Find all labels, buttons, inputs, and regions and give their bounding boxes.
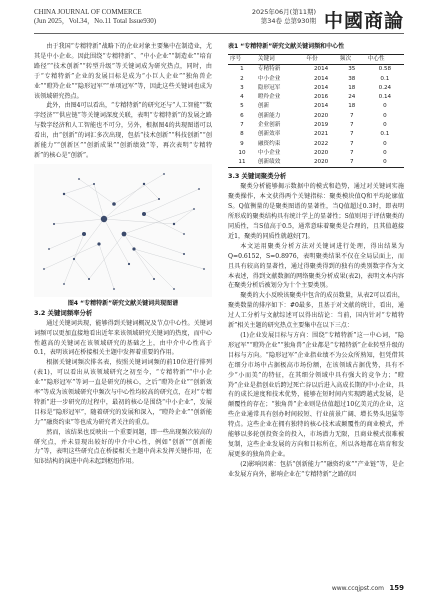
cell: 7 [338, 158, 366, 168]
table-row [228, 112, 404, 121]
cell: 0.1 [380, 75, 390, 82]
cell: 2016 [313, 94, 329, 101]
cell: 6 [240, 112, 244, 119]
cell: 1 [240, 66, 244, 73]
cell: 2014 [313, 66, 329, 73]
cell: 18 [348, 84, 356, 91]
table-row [228, 130, 404, 139]
network-graph [34, 164, 212, 297]
col-header: 序号 [228, 54, 256, 64]
table-header-row [228, 54, 404, 64]
cell: 10 [238, 149, 246, 156]
cell: 创新能力 [257, 112, 281, 119]
header-divider [34, 33, 404, 34]
cell: 7 [350, 131, 354, 138]
table-row [228, 121, 404, 130]
table-row [228, 149, 404, 158]
cell: 0 [383, 112, 387, 119]
body-paragraph: 根据关键词频次排名表，按照关键词词频的前10位进行排列(表1)，可以看出从该领域研究之初至今，“专精特新”“中小企业”“隐形冠军”等词一直是研究的核心，之后“瞪羚企业”“创新效率”等成为该领域研究中频次与中心性均较高的研究点，在对“专精特新”进一步研究的过程中，最初的核心是围绕“中小企业”，发展目标是“隐形冠军”，随着研究的发展和深入，“瞪羚企业”“创新能力”“融资约束”等也成为研究者关注的重点。 [34, 359, 212, 426]
cell: 0 [383, 140, 387, 147]
figure-caption: 图4 “专精特新”研究文献关键词共现图谱 [67, 299, 179, 307]
cell: 0.24 [378, 84, 392, 91]
body-paragraph: 通过关键词共现，能够得到关键词概况及节点中心性。关键词词频可以更加直接地看出近年来该领域研究关键词的热度，而中心性越高的关键词在该领域研究的基础之上，由中介中心性高于0.1，表明该词在桥接相关主题中发挥着重要的作用。 [34, 319, 212, 357]
issue-info-en: (Jun 2025，Vol.34，No.11 Total Issue930) [34, 17, 157, 25]
cell: 0 [366, 158, 404, 168]
cell: 0 [383, 103, 387, 110]
cell: 瞪羚企业 [257, 94, 281, 101]
cell: 2014 [313, 75, 329, 82]
cell: 7 [350, 149, 354, 156]
cell: 35 [348, 66, 356, 73]
body-paragraph: 由于我国“专精特新”战略下的企业对象主要集中在制造业，尤其是中小企业。因此围绕“专精特新”、“中小企业”“制造业”“培育路径”“技术创新”“转型升级”等关键词成为研究热点，同时，由于“专精特新”企业的发展目标是成为“小巨人企业”“独角兽企业”“瞪羚企业”“隐形冠军”“单项冠军”等，因此这些关键词也成为该领域研究热点。 [34, 43, 212, 100]
cell: 8 [240, 131, 244, 138]
col-header: 中心性 [366, 54, 404, 64]
cell: 0 [383, 149, 387, 156]
col-header: 年份 [304, 54, 338, 64]
cell: 5 [240, 103, 244, 110]
right-column [228, 42, 404, 480]
cell: 24 [348, 94, 356, 101]
cell: 2019 [313, 121, 329, 128]
body-paragraph: 本文运用聚类分析方法对关键词进行处理，得出结果为Q=0.6152，S=0.8976，表明聚类结果不仅在全局层面上，而且具有较高的显著性，通过得聚类得到的独有的类别数字作为文本表述，得到文献数据的网络聚类分析成果(表2)，表明文本内容在聚类分析后被划分为十个主要类别。 [228, 242, 404, 290]
cell: 创新绩效 [256, 158, 304, 168]
page-header [34, 6, 404, 36]
body-paragraph: 聚类的大小反映该聚类中包含的成员数量，从表2可以看出，聚类数量的排序如下：#0最多，且基于对文献的统计，看出，通过人工分析与文献综述可以得出结论：当前，国内针对“专精特新”相关主题的研究热点主要集中在以下三点： [228, 292, 404, 330]
issue-volume: 第34卷 总第930期 [260, 17, 316, 25]
table-row [228, 158, 404, 168]
journal-title-en [34, 8, 156, 26]
cell: 2020 [313, 112, 329, 119]
section-heading: 3.2 关键词频率分析 [34, 308, 93, 317]
cell: 3 [240, 84, 244, 91]
cell: 创新效率 [257, 131, 281, 138]
left-column [34, 42, 212, 467]
keyword-network-figure [34, 164, 212, 297]
cell: 2022 [313, 140, 329, 147]
body-paragraph: (1)企业发展目标与方向：围绕“专精特新”这一中心词，“隐形冠军”“瞪羚企业”“独角兽”企业都是“专精特新”企业转型升级的目标与方向。“隐形冠军”企业指业绩不为公众所熟知，但凭借其在细分市场中占据极高市场份额，在该领域占据优势，具有不少“小而美”的特征，在其细分领域中具有强大的竞争力；“瞪羚”企业是指创业后跨过死亡谷以后进入高成长期的中小企业，具有的成长速度和技术优势，能够在短时间内实现跨越式发展，是颠覆性的存在；“独角兽”企业则是估值超过10亿美元的企业，这些企业通常具有创办时间较短、行业前景广阔、增长势头迅猛等特点。这些企业在拥有独特的核心技术或颠覆性的商业模式，并能够以多轮创投资金的投入，市场潜力无限，且商业模式很难被复制，这些企业发展的方向和目标所在，所以各地都在培育和发展更多的独角兽企业。 [228, 331, 404, 458]
body-paragraph: 此外，由图4可以看出，“专精特新”的研究还与“人工智能”“数字经济”“供应链”等关键词深度关联，表明“专精特新”的发展之路与数字经济和人工智能也不可分，另外，根据图4的共现图谱可以看出，由“创新”的词汇多次出现，包括“技术创新”“科技创新”“创新能力”“创新区”“创新成果”“创新绩效”等，再次表明“专精特新”的核心是“创新”。 [34, 102, 212, 159]
col-header: 频次 [338, 54, 366, 64]
table-caption: 表1 “专精特新”研究文献关键词频和中心性 [228, 43, 345, 50]
cell: 2021 [313, 131, 329, 138]
cell: 2014 [313, 103, 329, 110]
cell: 2014 [313, 84, 329, 91]
cell: 0.14 [378, 94, 392, 101]
cell: 7 [240, 121, 244, 128]
table-row [228, 84, 404, 93]
cell: 11 [228, 158, 256, 168]
cell: 专精特新 [257, 66, 281, 73]
cell: 7 [350, 112, 354, 119]
cell: 9 [240, 140, 244, 147]
body-paragraph: 然而，该结果也反映出一个重要问题，即一些出现频次较高的研究点，并未显现出较好的中介中心性，例如“创新”“创新能力”等，表明这些研究点在桥接相关主题中尚未发挥关键作用，在知识结构的演进中尚未起到枢纽作用。 [34, 428, 212, 466]
table-row [228, 140, 404, 149]
journal-name: CHINA JOURNAL OF COMMERCE [34, 8, 142, 16]
cell: 0 [383, 121, 387, 128]
cell: 2020 [313, 149, 329, 156]
body-paragraph: 聚类分析能够揭示数据中的模式和趋势，通过对关键词实施聚类操作，本文获得两个关键指标：聚类模块值Q和平均轮廓值S。Q值衡量的是聚类图谱的显著性，当Q值超过0.3时，即表明所形成的聚类结构具有统计学上的显著性；S值则用于评估聚类的同质性，当S值高于0.5，通常意味着聚类是合理的，且其值越接近1，聚类的同质性就越好[7]。 [228, 183, 404, 240]
issue-info-cn [252, 8, 316, 26]
cell: 38 [348, 75, 356, 82]
table-row [228, 93, 404, 102]
cell: 中小企业 [257, 75, 281, 82]
table-row [228, 102, 404, 111]
cell: 隐形冠军 [257, 84, 281, 91]
cell: 7 [350, 121, 354, 128]
cell: 18 [348, 103, 356, 110]
col-header: 关键词 [256, 54, 304, 64]
page-footer [34, 585, 404, 595]
journal-logo: 中國商論 [323, 10, 404, 32]
table-row [228, 65, 404, 75]
journal-url[interactable]: www.ccqjpst.com [331, 585, 384, 592]
cell: 融资约束 [257, 140, 281, 147]
cell: 2020 [304, 158, 338, 168]
cell: 0.58 [378, 66, 392, 73]
section-heading: 3.3 关键词聚类分析 [228, 172, 287, 181]
cell: 7 [350, 140, 354, 147]
issue-date: 2025年06月(第11期) [251, 8, 316, 16]
cell: 0.1 [380, 131, 390, 138]
cell: 企业创新 [257, 121, 281, 128]
page-number: 159 [389, 584, 404, 592]
body-paragraph: (2)影响因素：包括“创新能力”“融资约束”“产业链”等，是企业发展方向外，影响企业在“专精特新”之路的因 [228, 460, 404, 478]
table-row [228, 75, 404, 84]
cell: 4 [240, 94, 244, 101]
cell: 2 [240, 75, 244, 82]
cell: 创新 [257, 103, 270, 110]
cell: 中小企业 [257, 149, 281, 156]
keyword-frequency-table [228, 54, 404, 169]
